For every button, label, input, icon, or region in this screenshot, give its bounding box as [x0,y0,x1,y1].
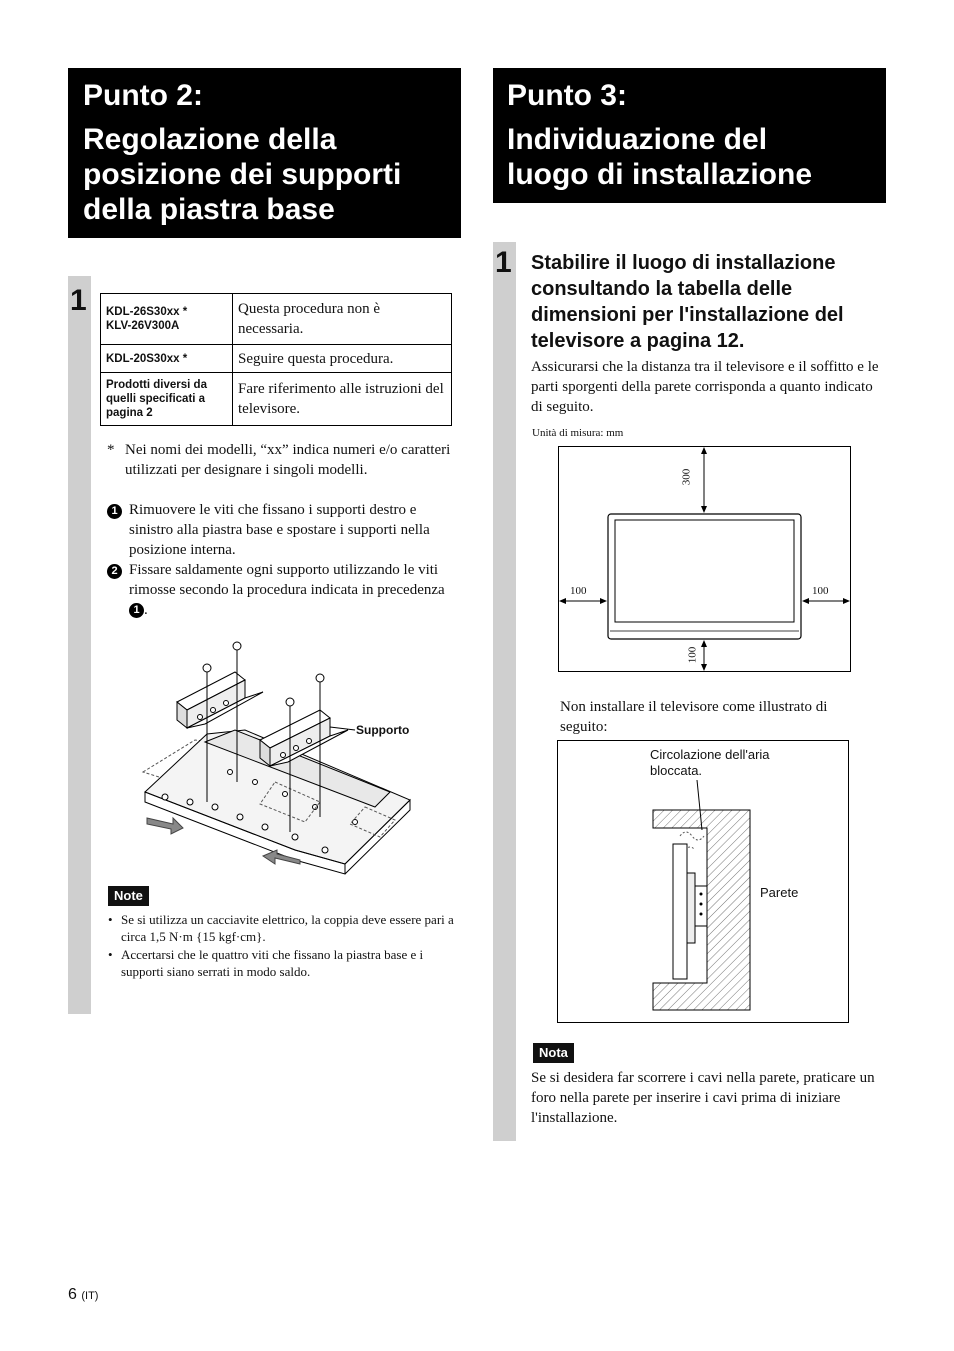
dimension-right: 100 [812,585,829,597]
step-intro: Assicurarsi che la distanza tra il televisore e il soffitto e le parti sporgenti della parete corrisponda a quanto indicato di seguito. [531,359,879,415]
nota-tag: Nota [533,1043,574,1063]
base-plate-illustration [135,632,425,877]
note-tag: Note [108,886,149,906]
air-blocked-label: Circolazione dell'aria bloccata. [650,747,770,778]
left-step-bar [68,276,91,1014]
model-table [100,293,452,426]
footnote: Nei nomi dei modelli, “xx” indica numeri e/o caratteri utilizzati per designare i singoli modelli. [125,442,451,478]
clearance-diagram [558,446,851,672]
right-header-line-1: Punto 3: [507,79,627,112]
warning-text: Non installare il televisore come illustrato di seguito: [560,699,828,735]
support-label: Supporto [356,723,410,737]
description-cell: Questa procedura non è necessaria. [233,294,452,345]
nota-text: Se si desidera far scorrere i cavi nella parete, praticare un foro nella parete per inserire i cavi prima di iniziare l'installazione. [531,1070,875,1126]
right-header-line-3: luogo di installazione [507,158,813,191]
dimension-bottom: 100 [686,646,699,664]
dimension-top: 300 [680,468,693,486]
note-item-1: Se si utilizza un cacciavite elettrico, la coppia deve essere pari a circa 1,5 N·m {15 kgf·cm}. [121,912,454,944]
right-step-number: 1 [495,246,512,279]
footnote-mark: * [107,442,115,458]
table-row [101,294,452,345]
table-row [101,345,452,373]
left-header-line-2: Regolazione della [83,123,337,156]
substep-1-text: Rimuovere le viti che fissano i supporti destro e sinistro alla piastra base e spostare i supporti nella posizione interna. [129,502,430,558]
unit-label: Unità di misura: mm [532,427,624,439]
substep-2-number: 2 [107,562,122,580]
left-header-line-3: posizione dei supporti [83,158,402,191]
wall-recess-illustration [645,778,755,1013]
description-cell: Seguire questa procedura. [233,345,452,373]
note-item-2: Accertarsi che le quattro viti che fissano la piastra base e i supporti siano serrati in modo saldo. [121,947,424,979]
page-number: 6 (IT) [68,1286,99,1303]
step-reference-icon: 1 [129,603,144,618]
wall-label: Parete [760,885,799,900]
right-section-header [493,68,886,203]
substep-2-text: Fissare saldamente ogni supporto utilizzando le viti rimosse secondo la procedura indicata in precedenza 1 . [129,562,445,618]
language-code: (IT) [81,1290,99,1302]
model-cell: KDL-26S30xx * KLV-26V300A [101,294,233,345]
left-step-number: 1 [70,284,87,317]
table-row [101,373,452,426]
left-header-line-1: Punto 2: [83,79,203,112]
model-cell: Prodotti diversi da quelli specificati a pagina 2 [101,373,233,426]
substep-1-number: 1 [107,502,122,520]
note-bullet-icon: • [108,912,113,927]
model-cell: KDL-20S30xx * [101,345,233,373]
right-step-bar [493,242,516,1141]
description-cell: Fare riferimento alle istruzioni del televisore. [233,373,452,426]
step-title: Stabilire il luogo di installazione consultando la tabella delle dimensioni per l'installazione del televisore a pagina 12. [531,252,844,352]
left-header-line-4: della piastra base [83,193,335,226]
left-section-header [68,68,461,238]
note-bullet-icon: • [108,947,113,962]
right-header-line-2: Individuazione del [507,123,768,156]
dimension-left: 100 [570,585,587,597]
